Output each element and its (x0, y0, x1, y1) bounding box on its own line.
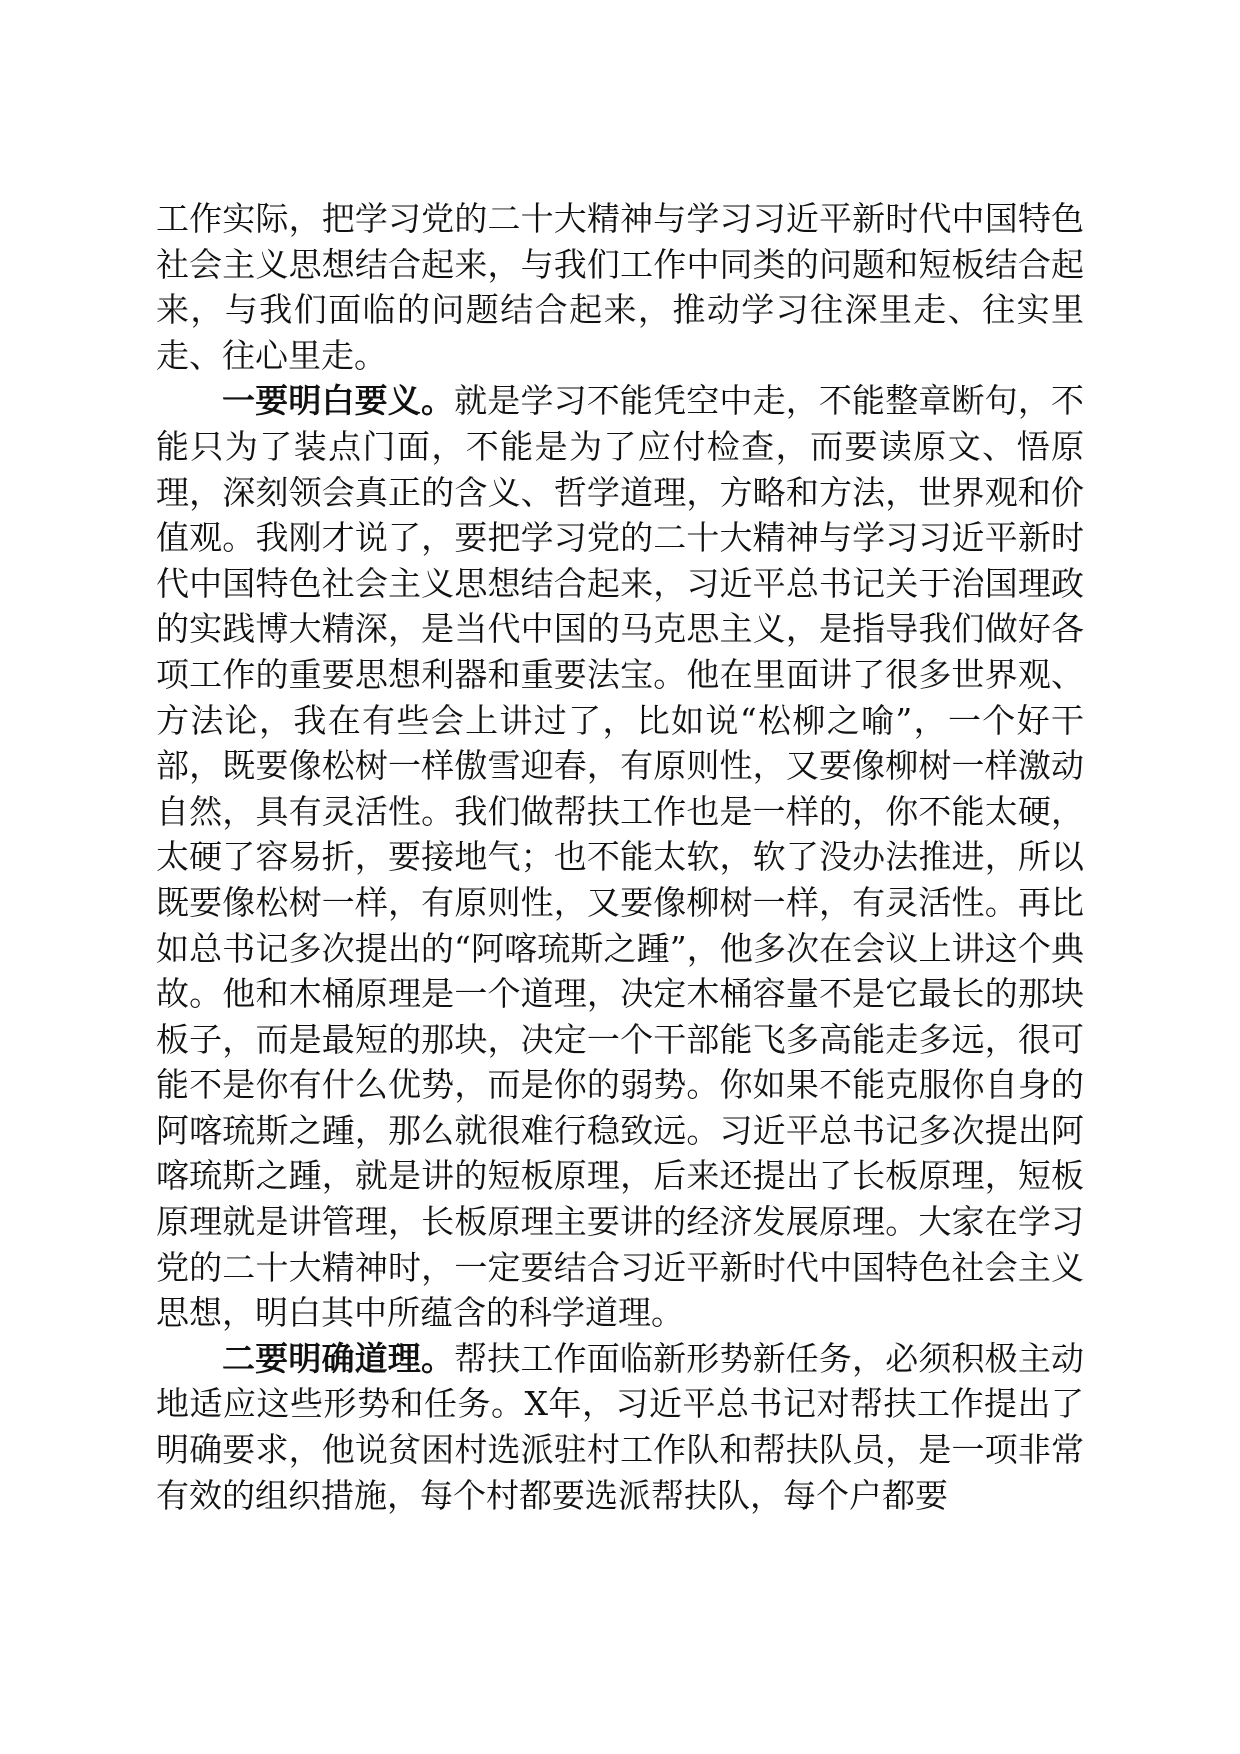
paragraph-text: 工作实际，把学习党的二十大精神与学习习近平新时代中国特色社会主义思想结合起来，与我们工作中同类的问题和短板结合起来，与我们面临的问题结合起来，推动学习往深里走、往实里走、往心里走。 (156, 199, 1084, 375)
paragraph-text: 就是学习不能凭空中走，不能整章断句，不能只为了装点门面，不能是为了应付检查，而要读原文、悟原理，深刻领会真正的含义、哲学道理，方略和方法，世界观和价值观。我刚才说了，要把学习党的二十大精神与学习习近平新时代中国特色社会主义思想结合起来，习近平总书记关于治国理政的实践博大精深，是当代中国的马克思主义，是指导我们做好各项工作的重要思想利器和重要法宝。他在里面讲了很多世界观、方法论，我在有些会上讲过了，比如说“松柳之喻”，一个好干部，既要像松树一样傲雪迎春，有原则性，又要像柳树一样激动自然，具有灵活性。我们做帮扶工作也是一样的，你不能太硬，太硬了容易折，要接地气；也不能太软，软了没办法推进，所以既要像松树一样，有原则性，又要像柳树一样，有灵活性。再比如总书记多次提出的“阿喀琉斯之踵”，他多次在会议上讲这个典故。他和木桶原理是一个道理，决定木桶容量不是它最长的那块板子，而是最短的那块，决定一个干部能飞多高能走多远，很可能不是你有什么优势，而是你的弱势。你如果不能克服你自身的阿喀琉斯之踵，那么就很难行稳致远。习近平总书记多次提出阿喀琉斯之踵，就是讲的短板原理，后来还提出了长板原理，短板原理就是讲管理，长板原理主要讲的经济发展原理。大家在学习党的二十大精神时，一定要结合习近平新时代中国特色社会主义思想，明白其中所蕴含的科学道理。 (156, 381, 1085, 1333)
paragraph-continuation (156, 196, 1084, 378)
paragraph-understand-essence (156, 378, 1084, 1335)
document-page (156, 196, 1084, 1518)
paragraph-clarify-reason (156, 1336, 1084, 1518)
paragraph-heading: 二要明确道理。 (222, 1338, 455, 1378)
paragraph-text: 帮扶工作面临新形势新任务，必须积极主动地适应这些形势和任务。X年，习近平总书记对帮扶工作提出了明确要求，他说贫困村选派驻村工作队和帮扶队员，是一项非常有效的组织措施，每个村都要选派帮扶队，每个户都要 (156, 1338, 1085, 1515)
paragraph-heading: 一要明白要义。 (222, 381, 455, 421)
